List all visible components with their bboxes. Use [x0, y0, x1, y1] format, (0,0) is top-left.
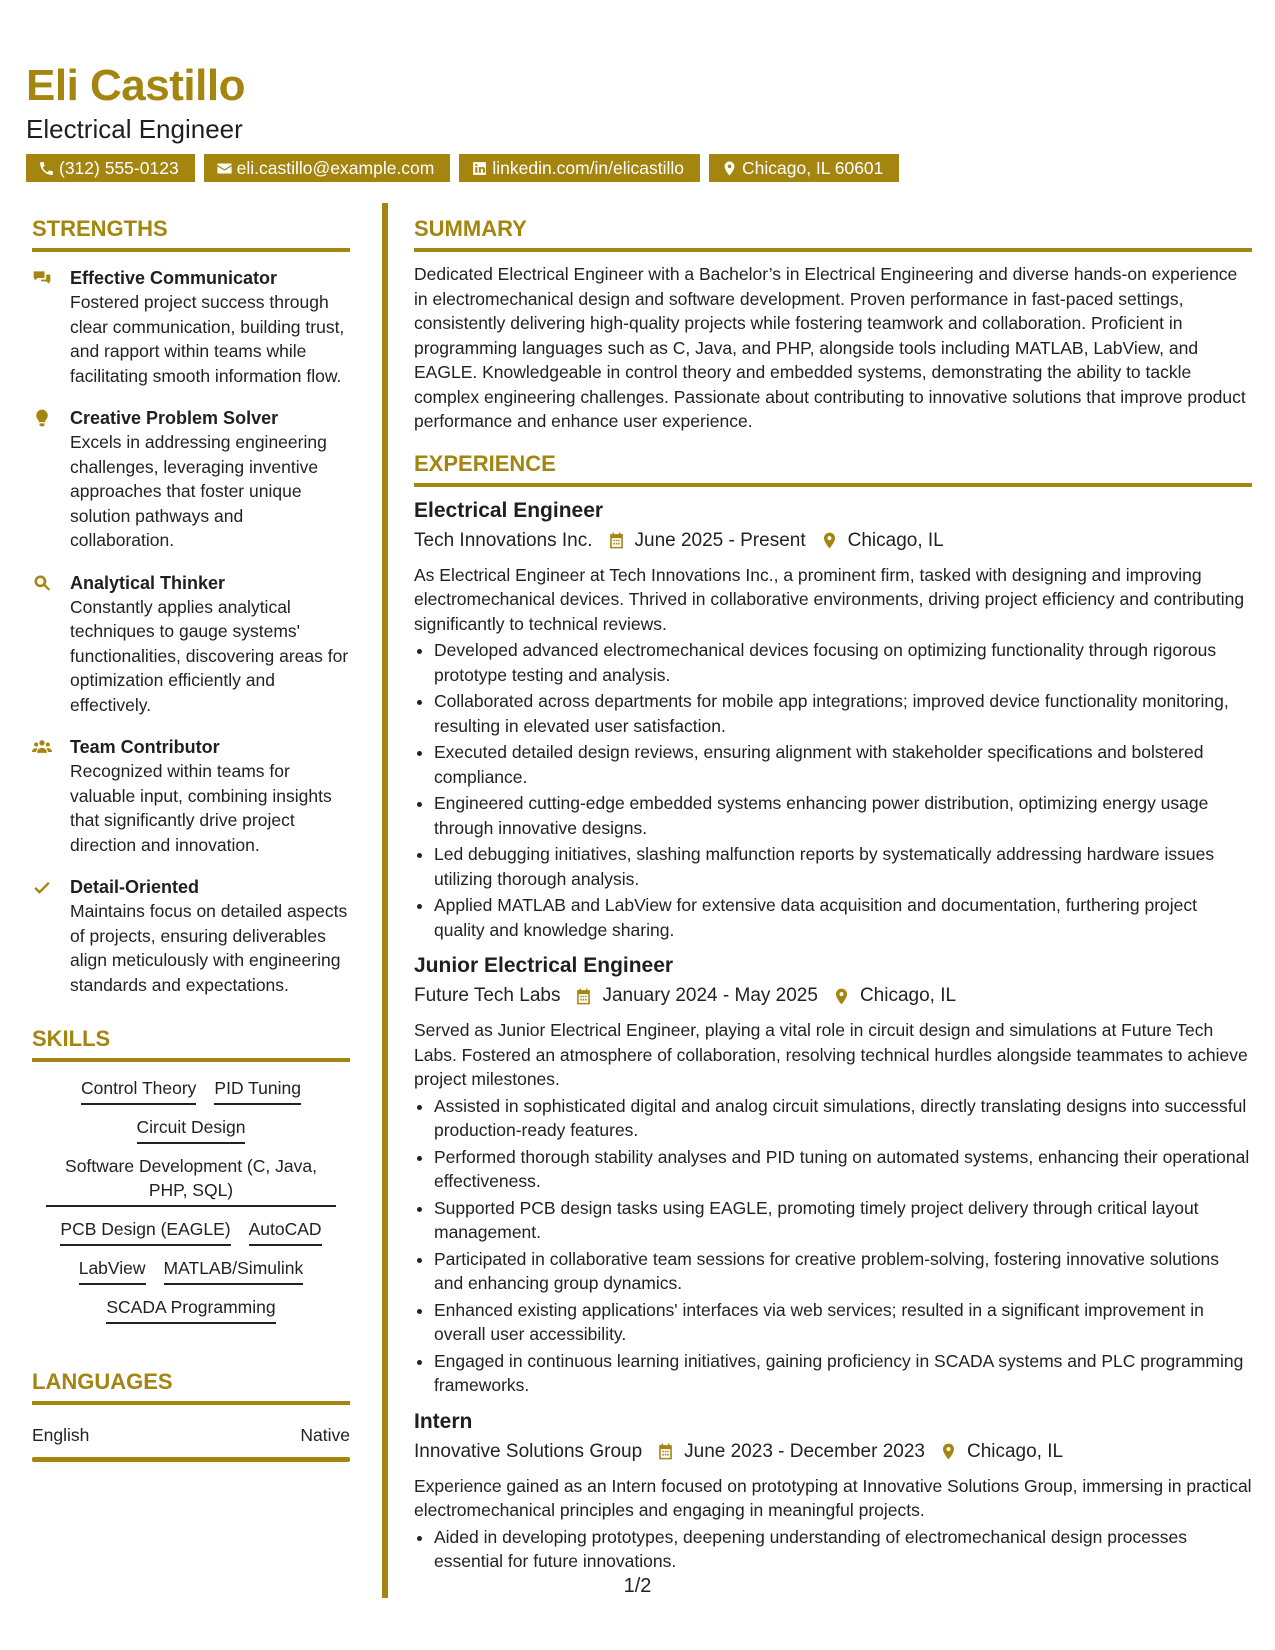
- job-meta: [414, 1438, 1252, 1466]
- map-pin-icon: [820, 531, 839, 550]
- job-company: Tech Innovations Inc.: [414, 529, 593, 551]
- candidate-role: Electrical Engineer: [26, 114, 243, 144]
- job-dates: June 2023 - December 2023: [684, 1440, 925, 1462]
- skill-tag: Circuit Design: [137, 1115, 246, 1144]
- job-bullet: • Assisted in sophisticated digital and analog circuit simulations, directly translating designs into successful production-ready features.: [434, 1094, 1252, 1143]
- strength-desc: Recognized within teams for valuable input, combining insights that significantly drive project direction and innovation.: [70, 761, 332, 855]
- skill-tag: SCADA Programming: [106, 1295, 275, 1324]
- skill-tag: MATLAB/Simulink: [164, 1256, 304, 1285]
- strength-item: [32, 266, 350, 388]
- map-pin-icon: [721, 160, 738, 177]
- language-name: English: [32, 1425, 90, 1445]
- contact-linkedin-text: linkedin.com/in/elicastillo: [492, 158, 684, 178]
- contact-phone-text: (312) 555-0123: [59, 158, 179, 178]
- skills-list: [32, 1062, 350, 1324]
- lightbulb-icon: [32, 408, 52, 428]
- right-column: [414, 215, 1252, 1574]
- job-company: Future Tech Labs: [414, 985, 561, 1006]
- experience-heading: EXPERIENCE: [414, 450, 1252, 487]
- strength-title: Creative Problem Solver: [70, 408, 279, 428]
- job-company: Innovative Solutions Group: [414, 1440, 643, 1462]
- page-indicator: 1/2: [623, 1575, 652, 1597]
- users-icon: [32, 737, 52, 757]
- contact-linkedin[interactable]: [459, 154, 700, 182]
- languages-section: [32, 1368, 350, 1462]
- language-level: Native: [300, 1425, 350, 1445]
- job-bullet: • Collaborated across departments for mobile app integrations; improved device functionality monitoring, resulting in elevated user satisfaction.: [434, 689, 1252, 738]
- job-bullets: [414, 1525, 1252, 1574]
- skill-tag: LabView: [79, 1256, 146, 1285]
- strength-title: Team Contributor: [70, 737, 220, 757]
- calendar-icon: [574, 987, 593, 1006]
- experience-section: [414, 450, 1252, 1574]
- skill-tag: AutoCAD: [249, 1217, 322, 1246]
- strength-item: [32, 735, 350, 857]
- job-title: Intern: [414, 1409, 473, 1433]
- strength-item: [32, 406, 350, 553]
- skill-tag: PCB Design (EAGLE): [60, 1217, 230, 1246]
- map-pin-icon: [832, 987, 851, 1006]
- strengths-heading: STRENGTHS: [32, 215, 350, 252]
- summary-section: [414, 215, 1252, 434]
- job-bullet: • Developed advanced electromechanical devices focusing on optimizing functionality through rigorous prototype testing and analysis.: [434, 638, 1252, 687]
- phone-icon: [38, 160, 55, 177]
- calendar-icon: [656, 1442, 675, 1461]
- job-meta: [414, 982, 1252, 1010]
- map-pin-icon: [939, 1442, 958, 1461]
- job-location: Chicago, IL: [966, 1440, 1064, 1462]
- job-location: Chicago, IL: [847, 529, 944, 551]
- job-bullet: • Applied MATLAB and LabView for extensive data acquisition and documentation, furthering project quality and knowledge sharing.: [434, 893, 1252, 942]
- language-proficiency-bar: [32, 1457, 350, 1462]
- skill-tag: Control Theory: [81, 1076, 196, 1105]
- job-bullet: • Led debugging initiatives, slashing malfunction reports by systematically addressing hardware issues utilizing thorough analysis.: [434, 842, 1252, 891]
- job-description: Served as Junior Electrical Engineer, playing a vital role in circuit design and simulations at Future Tech Labs. Fostered an atmosphere of collaboration, resolving technical hurdles alongside teammates to achieve project milestones.: [414, 1020, 1248, 1089]
- strength-title: Analytical Thinker: [70, 572, 226, 593]
- magnifier-icon: [32, 573, 52, 593]
- job-bullet: • Executed detailed design reviews, ensuring alignment with stakeholder specifications and bolstered compliance.: [434, 740, 1252, 789]
- column-divider: [382, 203, 388, 1598]
- chat-bubbles-icon: [32, 268, 52, 288]
- strength-desc: Excels in addressing engineering challenges, leveraging inventive approaches that foster unique solution pathways and collaboration.: [70, 432, 327, 550]
- contact-bar: [26, 154, 1249, 182]
- contact-phone[interactable]: [26, 154, 195, 182]
- language-row: [32, 1423, 350, 1447]
- strengths-section: [32, 215, 350, 997]
- strength-item: [32, 875, 350, 997]
- job-location: Chicago, IL: [859, 985, 957, 1006]
- left-column: [32, 215, 350, 1462]
- contact-location-text: Chicago, IL 60601: [742, 158, 884, 178]
- calendar-icon: [607, 531, 626, 550]
- job-dates: June 2025 - Present: [634, 529, 806, 551]
- strength-item: [32, 571, 350, 718]
- job-entry: [414, 1408, 1252, 1574]
- strength-desc: Constantly applies analytical techniques to gauge systems' functionalities, discovering areas for optimization efficiently and effectively.: [70, 596, 349, 715]
- languages-heading: LANGUAGES: [32, 1368, 350, 1405]
- strength-title: Detail-Oriented: [70, 877, 200, 897]
- job-bullet: • Supported PCB design tasks using EAGLE, promoting timely project delivery through critical layout management.: [434, 1196, 1252, 1245]
- job-bullet: • Engaged in continuous learning initiatives, gaining proficiency in SCADA systems and PLC programming frameworks.: [434, 1349, 1252, 1398]
- job-bullet: • Enhanced existing applications' interfaces via web services; resulted in a significant improvement in overall user accessibility.: [434, 1298, 1252, 1347]
- job-bullets: [414, 638, 1252, 942]
- job-entry: [414, 952, 1252, 1398]
- job-description: Experience gained as an Intern focused on prototyping at Innovative Solutions Group, immersing in practical electromechanical principles and engaging in meaningful projects.: [414, 1475, 1252, 1520]
- summary-text: Dedicated Electrical Engineer with a Bachelor’s in Electrical Engineering and diverse hands-on experience in electromechanical design and software development. Proven performance in fast-paced settings, consistently delivering high-quality projects while fostering teamwork and collaboration. Proficient in programming languages such as C, Java, and PHP, alongside tools including MATLAB, LabView, and EAGLE. Knowledgeable in control theory and embedded systems, demonstrating the ability to tackle complex engineering challenges. Passionate about contributing to innovative solutions that improve product performance and enhance user experience.: [414, 264, 1246, 431]
- skills-heading: SKILLS: [32, 1025, 350, 1062]
- checkmark-icon: [32, 877, 52, 897]
- skill-tag: Software Development (C, Java, PHP, SQL): [46, 1154, 336, 1207]
- contact-email-text: eli.castillo@example.com: [236, 158, 435, 178]
- strength-desc: Maintains focus on detailed aspects of projects, ensuring deliverables align meticulously with engineering standards and expectations.: [70, 901, 348, 995]
- linkedin-icon: [471, 160, 488, 177]
- job-bullet: • Engineered cutting-edge embedded systems enhancing power distribution, optimizing energy usage through innovative designs.: [434, 791, 1252, 840]
- job-dates: January 2024 - May 2025: [602, 985, 818, 1006]
- job-title: Junior Electrical Engineer: [414, 954, 674, 977]
- contact-location[interactable]: [709, 154, 899, 182]
- candidate-name: Eli Castillo: [26, 61, 245, 110]
- strength-title: Effective Communicator: [70, 268, 278, 288]
- job-bullets: [414, 1094, 1252, 1398]
- job-bullet: • Aided in developing prototypes, deepening understanding of electromechanical design processes essential for future innovations.: [434, 1525, 1252, 1574]
- contact-email[interactable]: [204, 154, 451, 182]
- job-title: Electrical Engineer: [414, 498, 604, 522]
- skills-section: [32, 1025, 350, 1324]
- skill-tag: PID Tuning: [214, 1076, 301, 1105]
- job-bullet: • Participated in collaborative team sessions for creative problem-solving, fostering innovative solutions and enhancing group dynamics.: [434, 1247, 1252, 1296]
- job-meta: [414, 527, 1252, 555]
- strength-desc: Fostered project success through clear communication, building trust, and rapport within teams while facilitating smooth information flow.: [70, 292, 345, 386]
- envelope-icon: [216, 160, 233, 177]
- resume-header: [26, 60, 1249, 182]
- job-description: As Electrical Engineer at Tech Innovations Inc., a prominent firm, tasked with designing and improving electromechanical devices. Thrived in collaborative environments, driving project efficiency and contributing significantly to technical reviews.: [414, 564, 1245, 634]
- job-entry: [414, 497, 1252, 943]
- summary-heading: SUMMARY: [414, 215, 1252, 252]
- job-bullet: • Performed thorough stability analyses and PID tuning on automated systems, enhancing their operational effectiveness.: [434, 1145, 1252, 1194]
